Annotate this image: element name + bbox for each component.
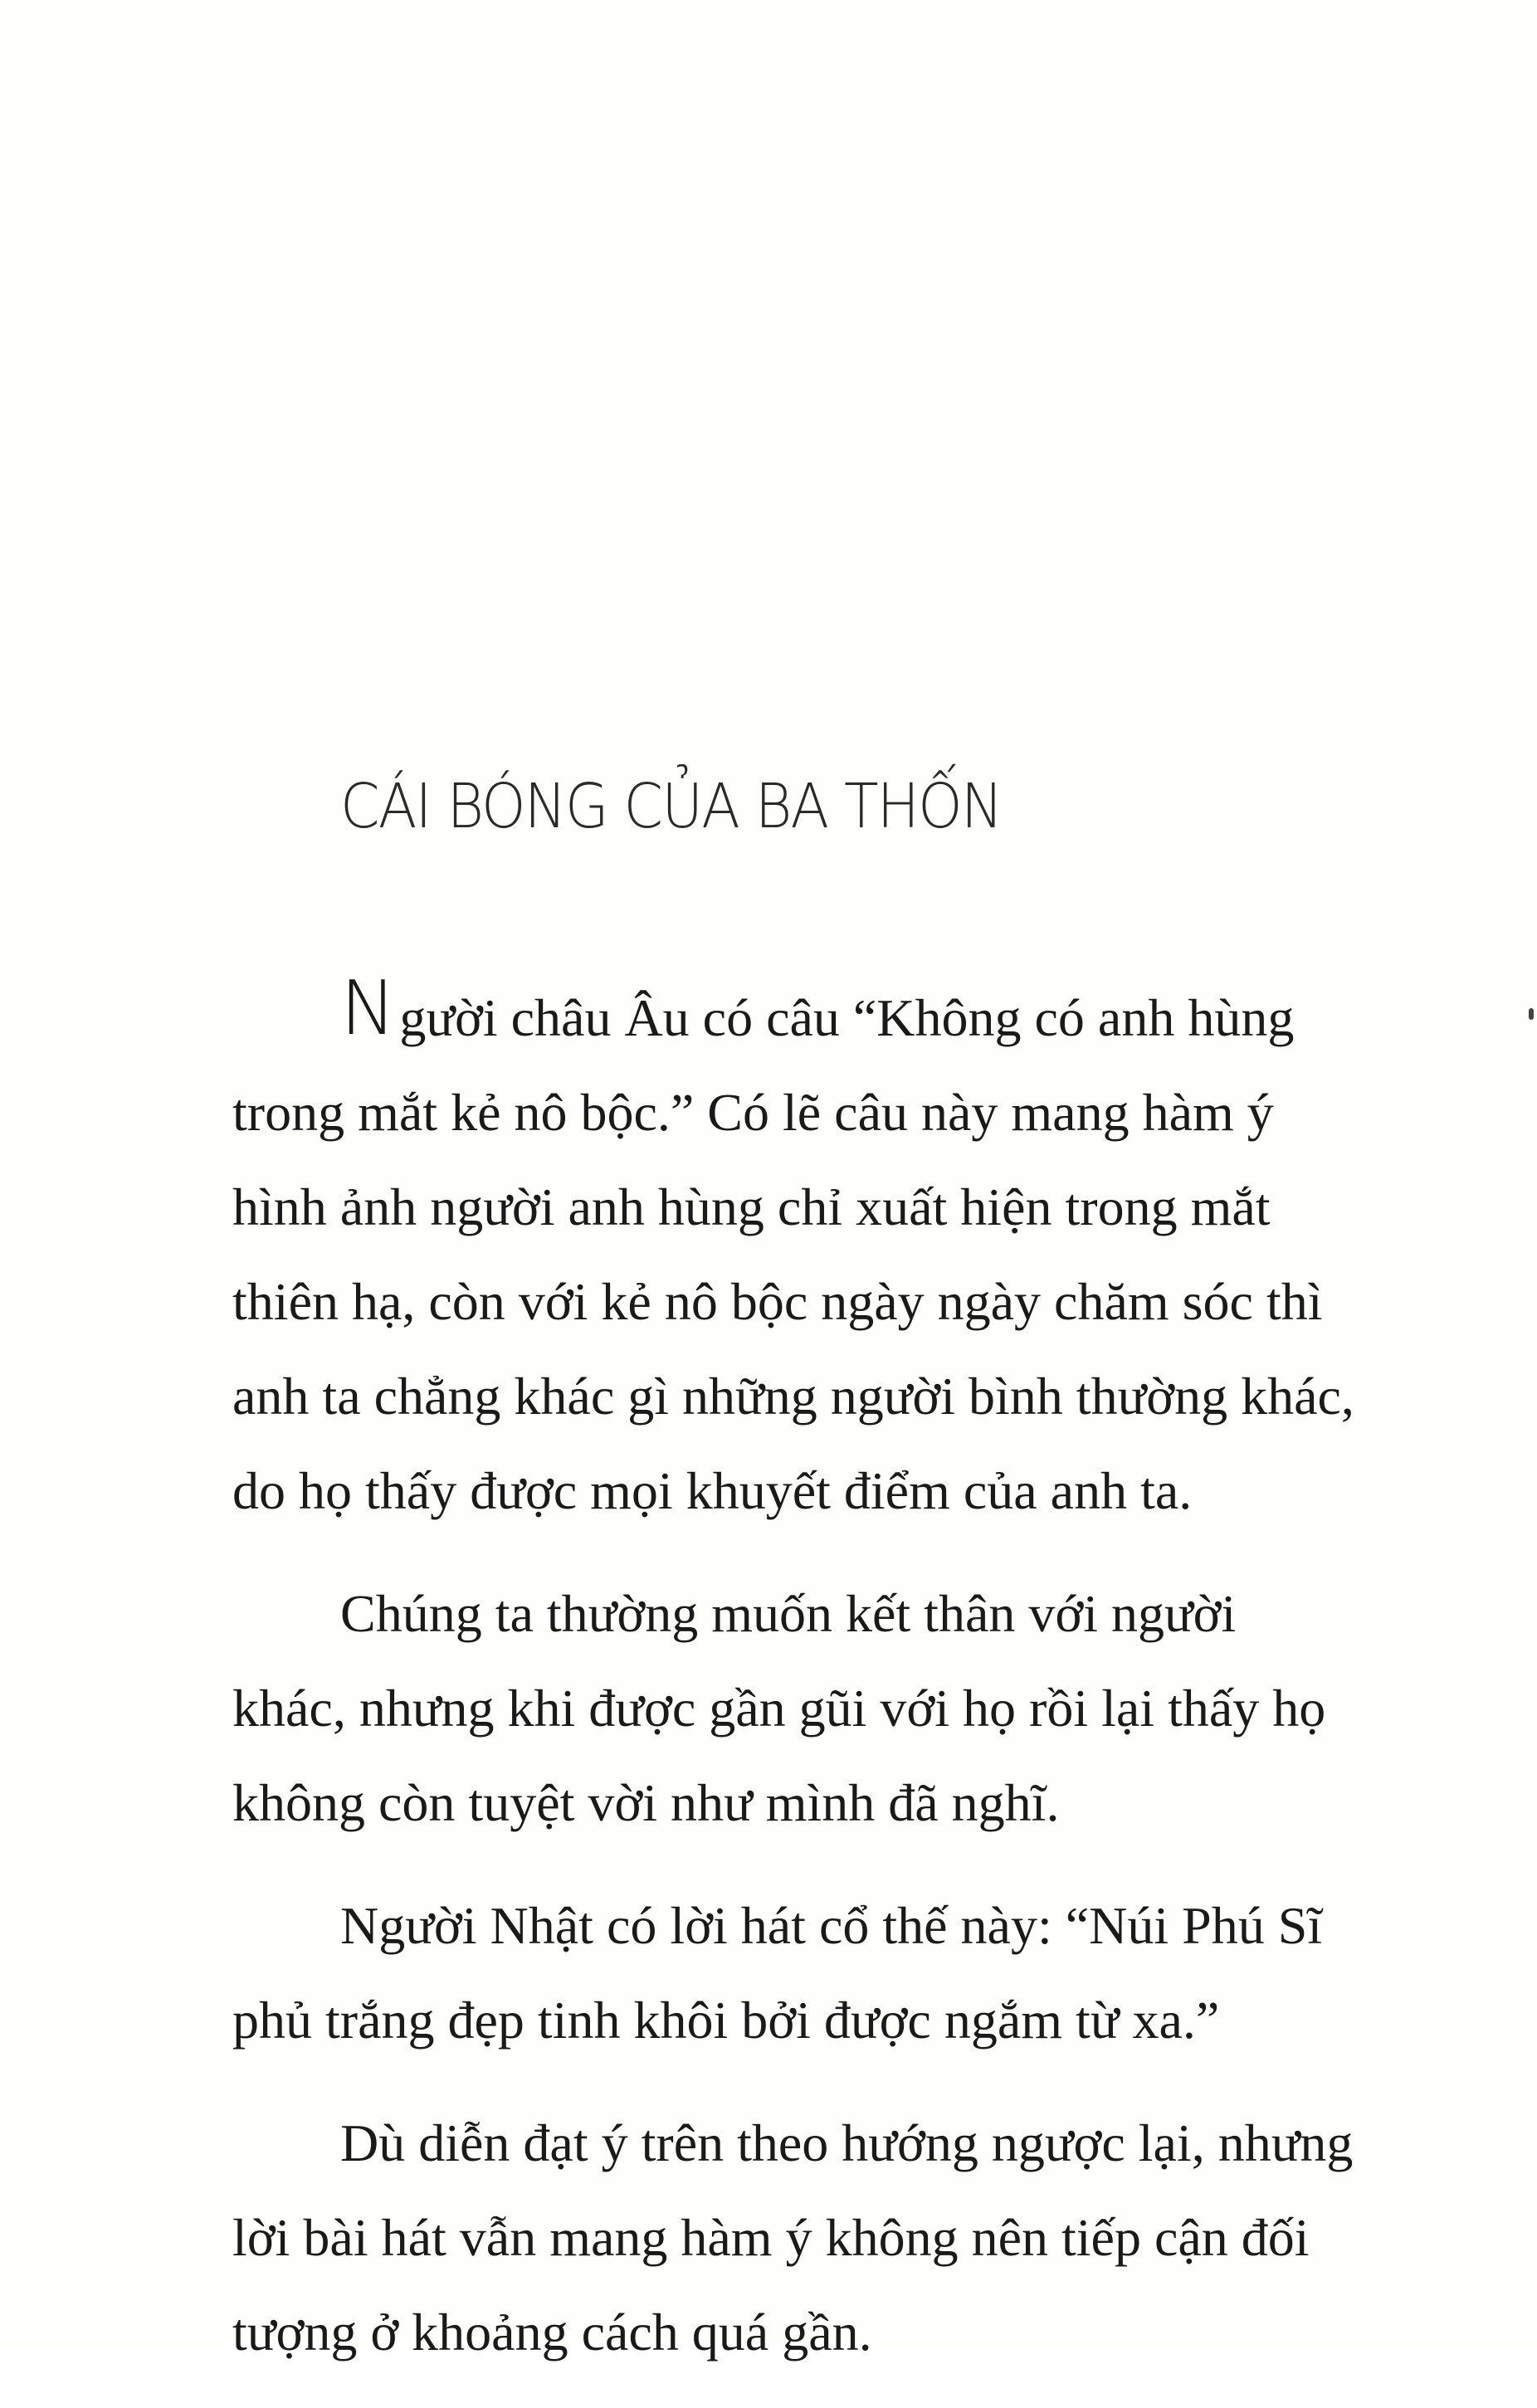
text-line: Dù diễn đạt ý trên theo hướng ngược lại, nhưng [340, 2113, 1354, 2172]
text-line: Người Nhật có lời hát cổ thế này: “Núi Phú Sĩ [340, 1896, 1323, 1955]
text-line: tượng ở khoảng cách quá gần. [232, 2303, 872, 2362]
text-line: trong mắt kẻ nô bộc.” Có lẽ câu này mang hàm ý [232, 1083, 1274, 1142]
chapter-title: CÁI BÓNG CỦA BA THỐN [340, 771, 1002, 842]
text-line: lời bài hát vẫn mang hàm ý không nên tiếp cận đối [232, 2208, 1310, 2267]
text-line: phủ trắng đẹp tinh khôi bởi được ngắm từ xa.” [232, 1991, 1220, 2050]
text-line: anh ta chẳng khác gì những người bình thường khác, [232, 1367, 1354, 1426]
paragraph-2 [232, 1567, 1353, 1850]
drop-cap: N [340, 965, 397, 1052]
paragraph-1 [232, 965, 1354, 1538]
text-line: không còn tuyệt vời như mình đã nghĩ. [232, 1773, 1060, 1832]
text-line: khác, nhưng khi được gần gũi với họ rồi lại thấy họ [232, 1679, 1326, 1738]
text-line: Chúng ta thường muốn kết thân với người [340, 1584, 1237, 1643]
text-line [232, 965, 1353, 1065]
text-line: do họ thấy được mọi khuyết điểm của anh ta. [232, 1461, 1193, 1520]
chapter-body [232, 965, 1354, 2408]
paragraph-3 [232, 1879, 1353, 2068]
text-line: thiên hạ, còn với kẻ nô bộc ngày ngày chăm sóc thì [232, 1272, 1323, 1331]
scan-edge-mark [1529, 1008, 1534, 1020]
text-line-content: gười châu Âu có câu “Không có anh hùng [399, 988, 1295, 1047]
paragraph-4 [232, 2096, 1353, 2380]
text-line: hình ảnh người anh hùng chỉ xuất hiện trong mắt [232, 1177, 1271, 1236]
